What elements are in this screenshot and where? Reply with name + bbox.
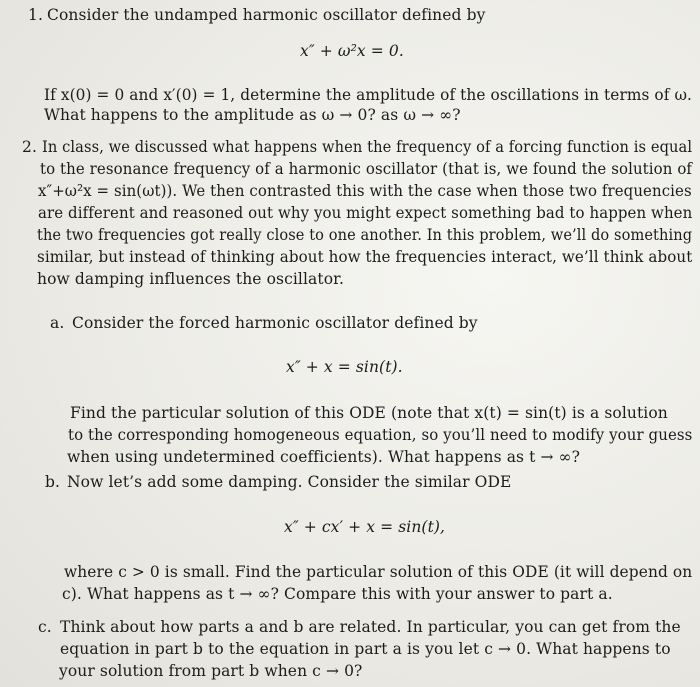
problem-2-line-4: are different and reasoned out why you might expect something bad to happen when [38,204,693,222]
part-b-line-2: c). What happens as t → ∞? Compare this with your answer to part a. [62,585,613,603]
problem-1-intro: Consider the undamped harmonic oscillator defined by [47,6,486,24]
part-b-equation: x″ + cx′ + x = sin(t), [284,518,446,536]
problem-1-number: 1. [28,6,43,24]
part-a-line-3: when using undetermined coefficients). What happens as t → ∞? [67,448,581,466]
problem-2-line-6: similar, but instead of thinking about how the frequencies interact, we’ll think about [37,248,693,266]
part-c-line-3: your solution from part b when c → 0? [59,662,363,680]
problem-1-question-line-2: What happens to the amplitude as ω → 0? as ω → ∞? [44,106,461,124]
part-c-line-1: Think about how parts a and b are related. In particular, you can get from the [60,618,681,636]
part-a-equation: x″ + x = sin(t). [286,358,403,376]
problem-2-line-2: to the resonance frequency of a harmonic oscillator (that is, we found the solution of [40,160,693,178]
part-c-label: c. [38,618,52,636]
part-b-line-1: where c > 0 is small. Find the particular solution of this ODE (it will depend on [64,563,693,581]
problem-1-equation: x″ + ω²x = 0. [300,42,404,60]
part-c-line-2: equation in part b to the equation in part a is you let c → 0. What happens to [60,640,671,658]
problem-2-line-5: the two frequencies got really close to one another. In this problem, we’ll do something [37,226,693,244]
part-b-intro: Now let’s add some damping. Consider the similar ODE [67,473,512,491]
part-a-line-1: Find the particular solution of this ODE (note that x(t) = sin(t) is a solution [70,404,668,422]
part-a-line-2: to the corresponding homogeneous equation, so you’ll need to modify your guess [68,426,693,444]
problem-2-number: 2. [22,138,37,156]
problem-2-line-1: In class, we discussed what happens when the frequency of a forcing function is equal [42,138,693,156]
problem-1-question-line-1: If x(0) = 0 and x′(0) = 1, determine the amplitude of the oscillations in terms of ω. [44,86,693,104]
problem-2-line-7: how damping influences the oscillator. [37,270,344,288]
part-a-label: a. [50,314,65,332]
problem-2-line-3: x″+ω²x = sin(ωt)). We then contrasted this with the case when those two frequencies [38,182,692,200]
part-a-intro: Consider the forced harmonic oscillator defined by [72,314,478,332]
part-b-label: b. [45,473,61,491]
